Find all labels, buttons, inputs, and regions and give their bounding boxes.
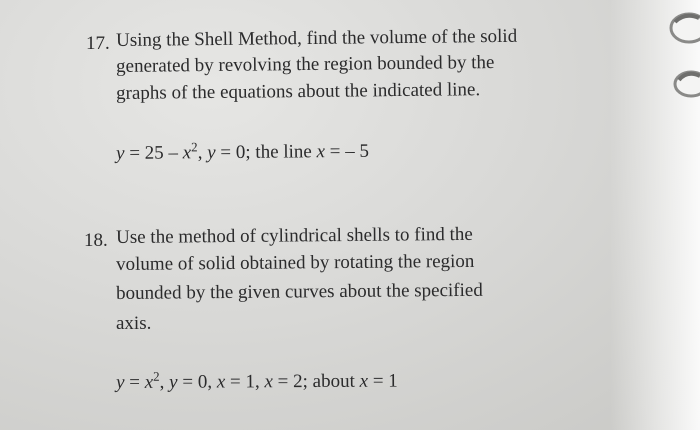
equation-text: = 0; the line xyxy=(215,141,317,164)
variable-x: x xyxy=(216,371,226,393)
problem-number: 17. xyxy=(86,33,110,54)
variable-x: x xyxy=(144,371,154,393)
equation-text: = 25 – xyxy=(124,142,183,164)
problem-equation xyxy=(116,368,398,394)
problem-text-line: Using the Shell Method, find the volume of the solid xyxy=(116,25,518,51)
exponent: 2 xyxy=(153,368,160,384)
equation-text: = 1 xyxy=(367,370,398,392)
problem-text-line: Use the method of cylindrical shells to find the xyxy=(116,223,473,248)
variable-x: x xyxy=(264,371,273,393)
problem-number: 18. xyxy=(84,230,108,251)
exponent: 2 xyxy=(191,139,198,155)
equation-text: = – 5 xyxy=(324,140,370,163)
equation-text: = 2; about xyxy=(272,370,360,393)
problem-text-line: generated by revolving the region bounded by the xyxy=(116,52,495,77)
problem-equation xyxy=(116,141,369,165)
variable-y: y xyxy=(116,142,125,164)
spiral-binding-icon xyxy=(655,0,700,110)
variable-y: y xyxy=(169,371,178,393)
equation-text: , xyxy=(197,142,208,164)
equation-text: = 1, xyxy=(225,371,265,393)
variable-y: y xyxy=(116,371,125,393)
problem-text-line: axis. xyxy=(116,313,152,334)
problem-text-line: graphs of the equations about the indicated line. xyxy=(116,79,481,104)
equation-text: = xyxy=(124,371,145,393)
variable-y: y xyxy=(207,142,216,164)
problem-text-line: volume of solid obtained by rotating the region xyxy=(116,250,475,275)
equation-text: , xyxy=(159,371,170,393)
problem-text-line: bounded by the given curves about the specified xyxy=(116,279,483,304)
variable-x: x xyxy=(316,141,326,163)
variable-x: x xyxy=(182,142,192,164)
variable-x: x xyxy=(359,370,369,392)
equation-text: = 0, xyxy=(177,371,217,393)
